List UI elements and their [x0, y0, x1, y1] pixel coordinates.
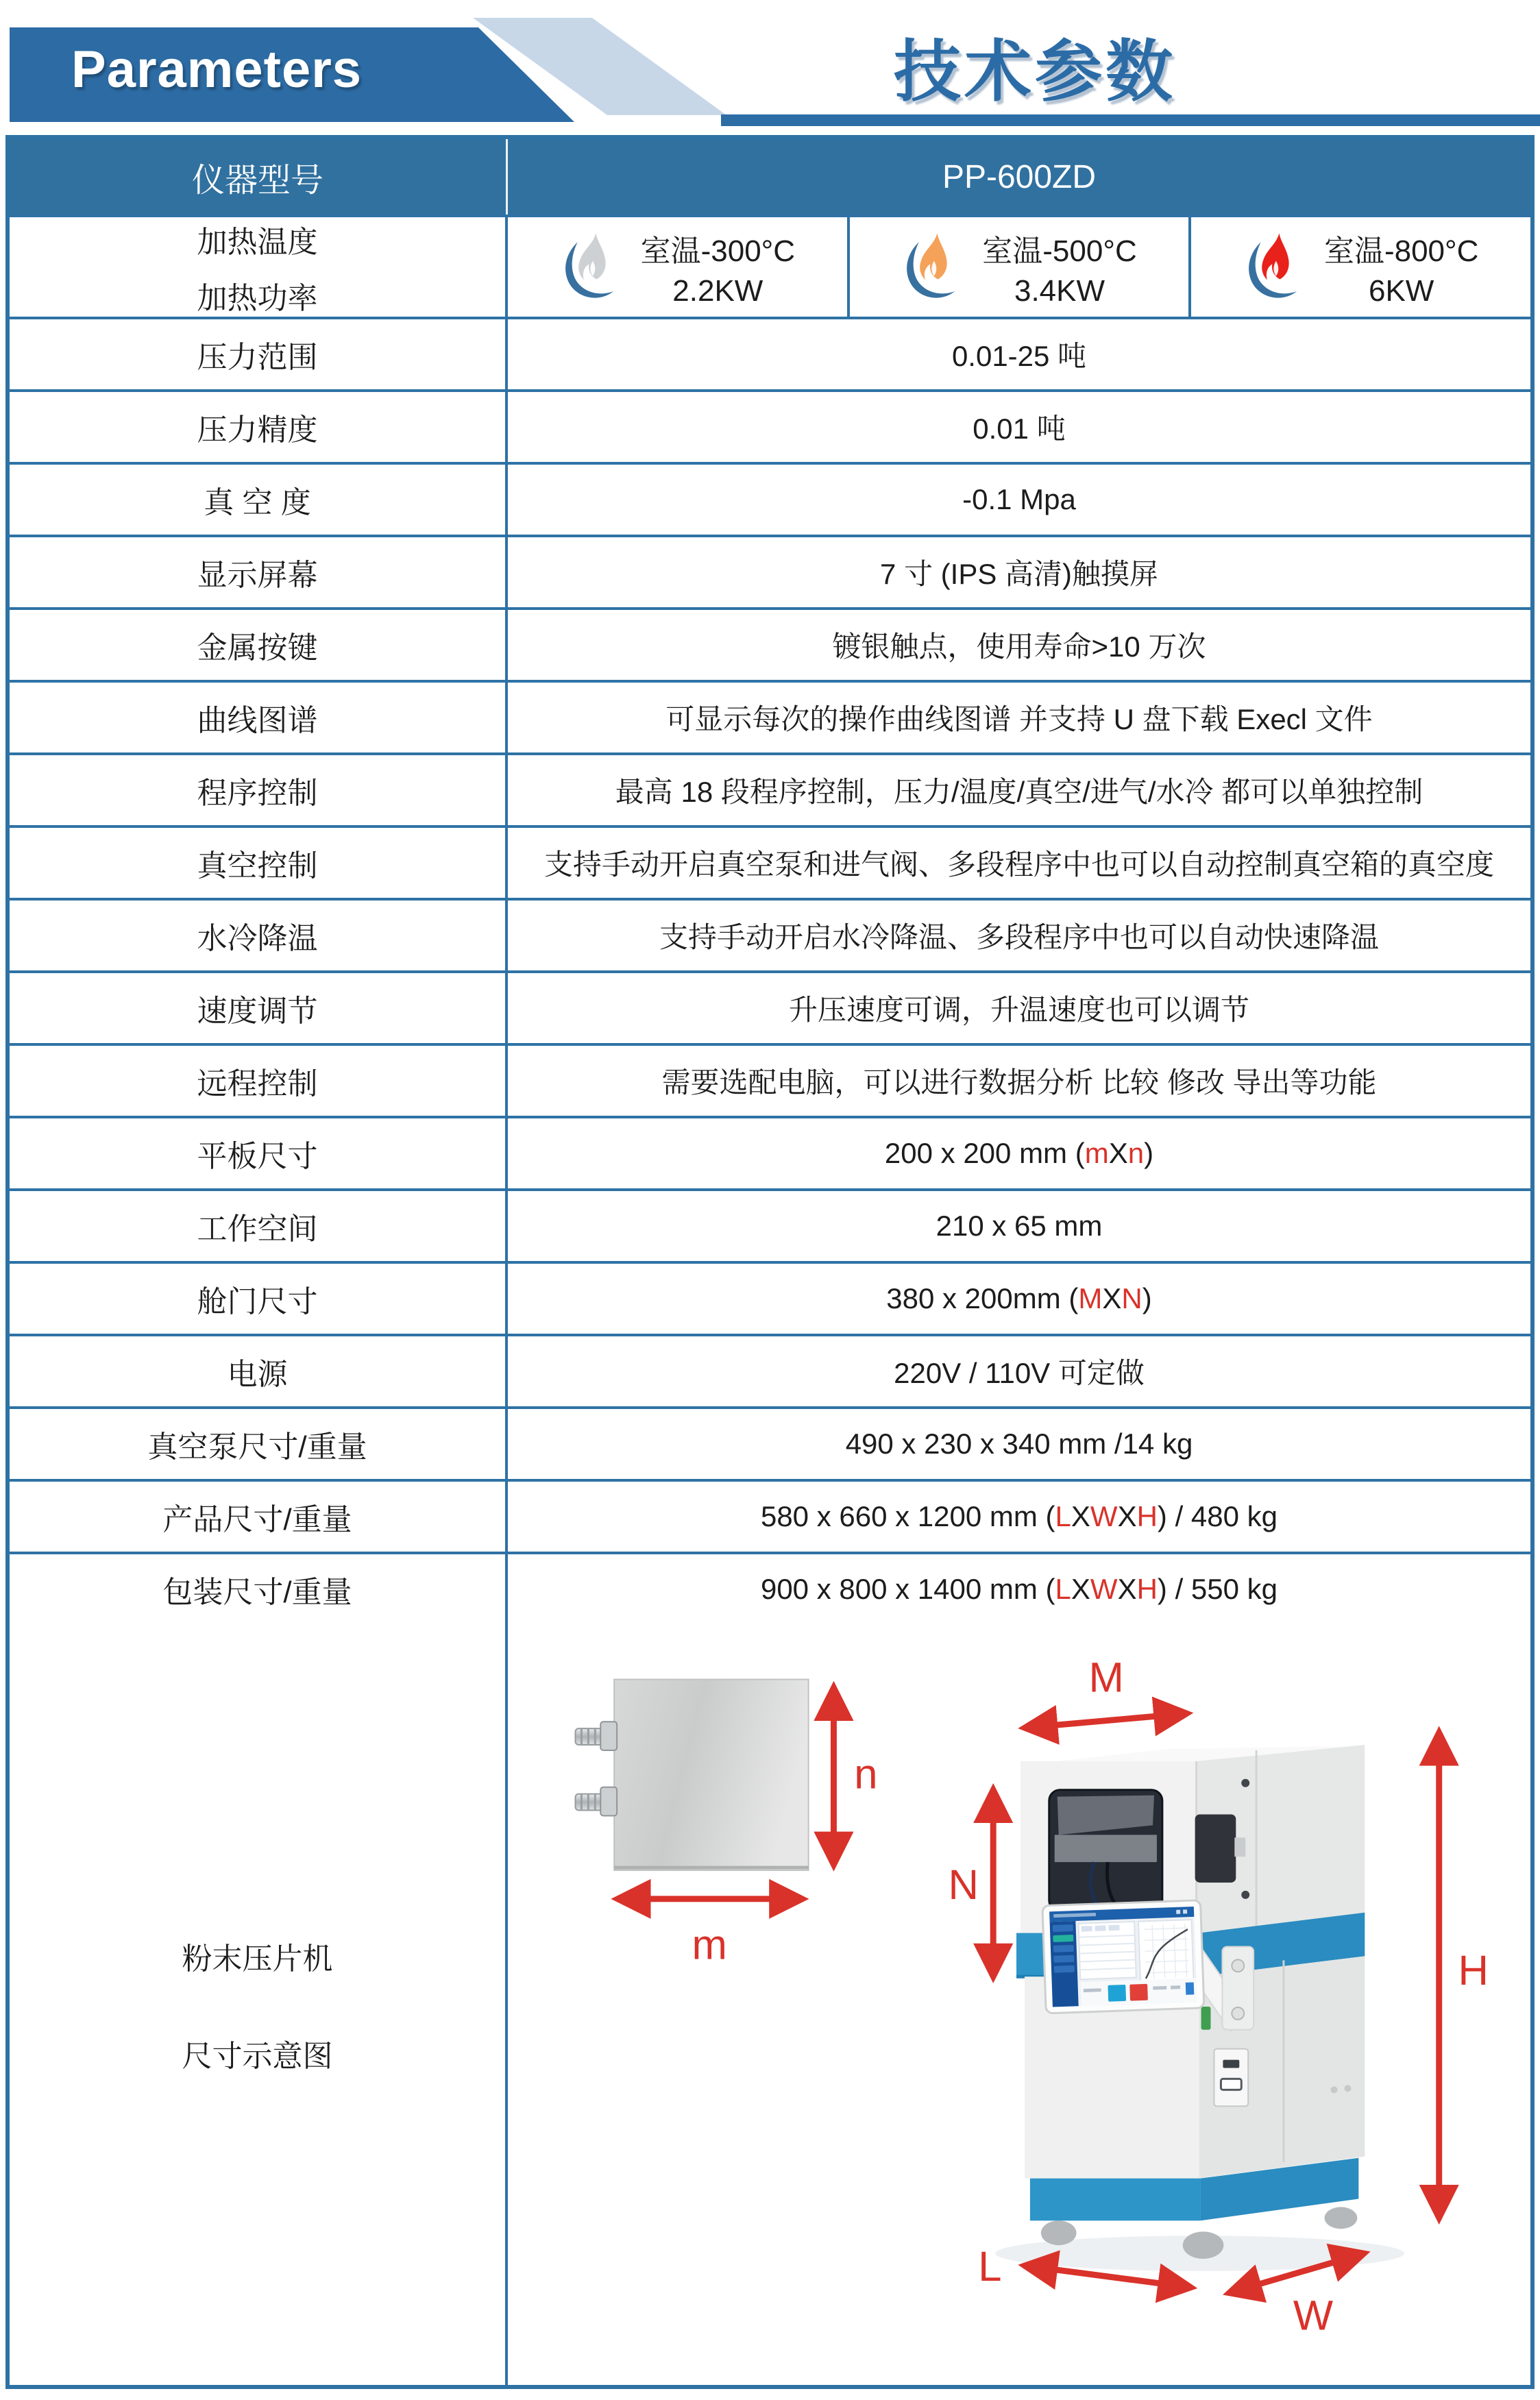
machine-touchscreen [1042, 1900, 1204, 2013]
green-tab [1201, 2007, 1211, 2030]
heating-option-3 [1188, 217, 1530, 317]
heating-option-text [641, 226, 795, 308]
value-text: 0.01 吨 [973, 413, 1066, 445]
machine-foot [1325, 2207, 1358, 2229]
value-text: X [1102, 1282, 1122, 1314]
spec-row-value [508, 537, 1530, 607]
spec-row-label: 包装尺寸/重量 [10, 1554, 508, 1624]
diagram-row-label [10, 1624, 508, 2385]
spec-row-value [508, 1191, 1530, 1261]
spec-row-value [508, 828, 1530, 898]
table-header-row [10, 139, 1530, 215]
spec-row-label: 压力精度 [10, 392, 508, 462]
spec-row-label: 舱门尺寸 [10, 1264, 508, 1334]
spec-row-label: 真 空 度 [10, 465, 508, 535]
value-text: 需要选配电脑，可以进行数据分析 比较 修改 导出等功能 [661, 1066, 1377, 1099]
dimension-letter: N [1121, 1282, 1142, 1314]
spec-table [5, 135, 1535, 2389]
spec-row-1 [10, 317, 1530, 389]
dim-arrow-M [1025, 1713, 1187, 1728]
diagram-row [10, 1624, 1530, 2385]
plate-inlet-fitting-bottom [575, 1787, 617, 1816]
dimension-diagram [508, 1624, 1530, 2385]
spec-row-label: 真空泵尺寸/重量 [10, 1409, 508, 1479]
dim-label-N: N [948, 1861, 979, 1909]
orange-flame-icon [901, 232, 964, 303]
spec-row-7 [10, 752, 1530, 825]
spec-row-label: 压力范围 [10, 319, 508, 389]
page-header [0, 0, 1540, 135]
spec-row-label: 金属按键 [10, 610, 508, 680]
spec-row-label: 真空控制 [10, 828, 508, 898]
value-text: -0.1 Mpa [962, 483, 1076, 515]
dimension-letter: m [1084, 1137, 1109, 1169]
spec-row-value [508, 392, 1530, 462]
usb-port-icon [1223, 2060, 1239, 2068]
machine-window [1049, 1790, 1162, 1911]
spec-row-18 [10, 1552, 1530, 1624]
dimension-letter: W [1090, 1500, 1118, 1532]
heating-option-2 [847, 217, 1189, 317]
dimension-letter: H [1136, 1500, 1158, 1532]
spec-row-value [508, 1554, 1530, 1624]
spec-row-value [508, 901, 1530, 970]
value-text: X [1117, 1500, 1137, 1532]
value-text: X [1071, 1573, 1090, 1605]
heating-row-label [10, 217, 508, 317]
value-text: 7 寸 (IPS 高清)触摸屏 [879, 558, 1159, 590]
spec-row-value [508, 1046, 1530, 1116]
spec-row-10 [10, 970, 1530, 1043]
spec-row-11 [10, 1043, 1530, 1116]
red-flame-icon [1243, 232, 1306, 303]
spec-row-13 [10, 1188, 1530, 1261]
heating-power-label: 加热功率 [197, 281, 318, 315]
dim-label-L: L [978, 2242, 1002, 2290]
machine-foot [1041, 2220, 1077, 2245]
spec-row-2 [10, 389, 1530, 462]
value-text: 可显示每次的操作曲线图谱 并支持 U 盘下载 Execl 文件 [665, 703, 1373, 735]
spec-row-8 [10, 825, 1530, 898]
heating-temp-range: 室温-300°C [640, 234, 796, 268]
heating-temp-label: 加热温度 [197, 225, 318, 259]
spec-row-12 [10, 1116, 1530, 1188]
dimension-letter: L [1055, 1573, 1071, 1605]
value-text: 镀银触点，使用寿命>10 万次 [832, 630, 1206, 663]
dimension-letter: M [1078, 1282, 1103, 1314]
heating-temp-range: 室温-500°C [982, 234, 1137, 268]
value-text: X [1071, 1500, 1090, 1532]
white-flame-icon [560, 232, 623, 303]
value-text: 580 x 660 x 1200 mm ( [760, 1500, 1055, 1532]
dimension-diagram-svg [508, 1624, 1530, 2385]
value-text: ) / 550 kg [1157, 1573, 1278, 1605]
side-port-panel [1214, 2049, 1248, 2107]
spec-row-label: 速度调节 [10, 973, 508, 1043]
spec-row-label: 曲线图谱 [10, 683, 508, 752]
heating-option-text [1324, 226, 1478, 308]
heating-power: 2.2KW [672, 273, 763, 308]
dim-label-M: M [1088, 1654, 1124, 1702]
value-text: 900 x 800 x 1400 mm ( [760, 1573, 1055, 1605]
machine-illustration [995, 1745, 1404, 2271]
heating-option-1 [508, 217, 847, 317]
value-text: 升压速度可调，升温速度也可以调节 [788, 994, 1249, 1026]
spec-row-label: 程序控制 [10, 755, 508, 825]
value-text: ) / 480 kg [1157, 1500, 1278, 1532]
dim-label-n: n [854, 1750, 878, 1798]
value-text: 支持手动开启真空泵和进气阀、多段程序中也可以自动控制真空箱的真空度 [543, 848, 1494, 881]
value-text: 200 x 200 mm ( [884, 1137, 1085, 1169]
spec-row-15 [10, 1334, 1530, 1406]
spec-row-label: 工作空间 [10, 1191, 508, 1261]
spec-row-value [508, 1118, 1530, 1188]
machine-name-label: 粉末压片机 [182, 1942, 333, 1976]
model-header-label: 仪器型号 [10, 139, 508, 215]
spec-row-17 [10, 1479, 1530, 1552]
heating-temp-range: 室温-800°C [1323, 234, 1479, 268]
dim-label-W: W [1293, 2292, 1334, 2340]
spec-row-value [508, 1482, 1530, 1552]
spec-row-value [508, 319, 1530, 389]
value-text: 220V / 110V 可定做 [894, 1357, 1145, 1389]
spec-row-5 [10, 607, 1530, 680]
value-text: 支持手动开启水冷降温、多段程序中也可以自动快速降温 [659, 921, 1379, 953]
dimension-letter: W [1090, 1573, 1118, 1605]
value-text: 0.01-25 吨 [951, 340, 1087, 372]
dimension-letter: H [1136, 1573, 1158, 1605]
heating-plate-illustration [575, 1680, 808, 1871]
spec-row-label: 水冷降温 [10, 901, 508, 970]
spec-row-value [508, 1264, 1530, 1334]
spec-row-value [508, 465, 1530, 535]
machine-base-band [1030, 2179, 1201, 2221]
value-text: 最高 18 段程序控制，压力/温度/真空/进气/水冷 都可以单独控制 [615, 776, 1423, 808]
heating-power: 3.4KW [1014, 273, 1105, 308]
spec-row-value [508, 610, 1530, 680]
heating-power: 6KW [1368, 273, 1434, 308]
banner-underline-bar [721, 114, 1540, 126]
spec-row-label: 产品尺寸/重量 [10, 1482, 508, 1552]
spec-row-label: 远程控制 [10, 1046, 508, 1116]
dimension-sketch-label: 尺寸示意图 [182, 2040, 333, 2073]
spec-row-value [508, 1336, 1530, 1406]
dim-label-H: H [1458, 1947, 1489, 1995]
heating-row [10, 215, 1530, 317]
spec-row-3 [10, 462, 1530, 535]
spec-row-4 [10, 535, 1530, 607]
spec-row-6 [10, 680, 1530, 752]
serial-port-icon [1221, 2079, 1241, 2090]
page-title-en: Parameters [71, 40, 363, 99]
spec-row-16 [10, 1406, 1530, 1479]
heating-option-text [982, 226, 1136, 308]
value-text: ) [1144, 1137, 1154, 1169]
value-text: 210 x 65 mm [936, 1210, 1103, 1242]
spec-row-9 [10, 898, 1530, 970]
plate-inlet-fitting-top [575, 1722, 617, 1750]
dim-label-m: m [692, 1921, 727, 1969]
model-header-value: PP-600ZD [942, 158, 1097, 195]
spec-row-label: 平板尺寸 [10, 1118, 508, 1188]
value-text: 380 x 200mm ( [886, 1282, 1079, 1314]
dimension-letter: L [1055, 1500, 1071, 1532]
spec-row-value [508, 755, 1530, 825]
heating-options [508, 217, 1530, 317]
spec-row-value [508, 1409, 1530, 1479]
spec-row-label: 显示屏幕 [10, 537, 508, 607]
spec-row-14 [10, 1261, 1530, 1334]
value-text: X [1108, 1137, 1128, 1169]
page-title-zh: 技术参数 [893, 34, 1176, 109]
spec-row-value [508, 683, 1530, 752]
value-text: ) [1142, 1282, 1152, 1314]
dimension-letter: n [1127, 1137, 1145, 1169]
value-text: X [1117, 1573, 1137, 1605]
spec-row-label: 电源 [10, 1336, 508, 1406]
value-text: 490 x 230 x 340 mm /14 kg [845, 1428, 1193, 1460]
spec-row-value [508, 973, 1530, 1043]
machine-foot [1183, 2231, 1224, 2259]
